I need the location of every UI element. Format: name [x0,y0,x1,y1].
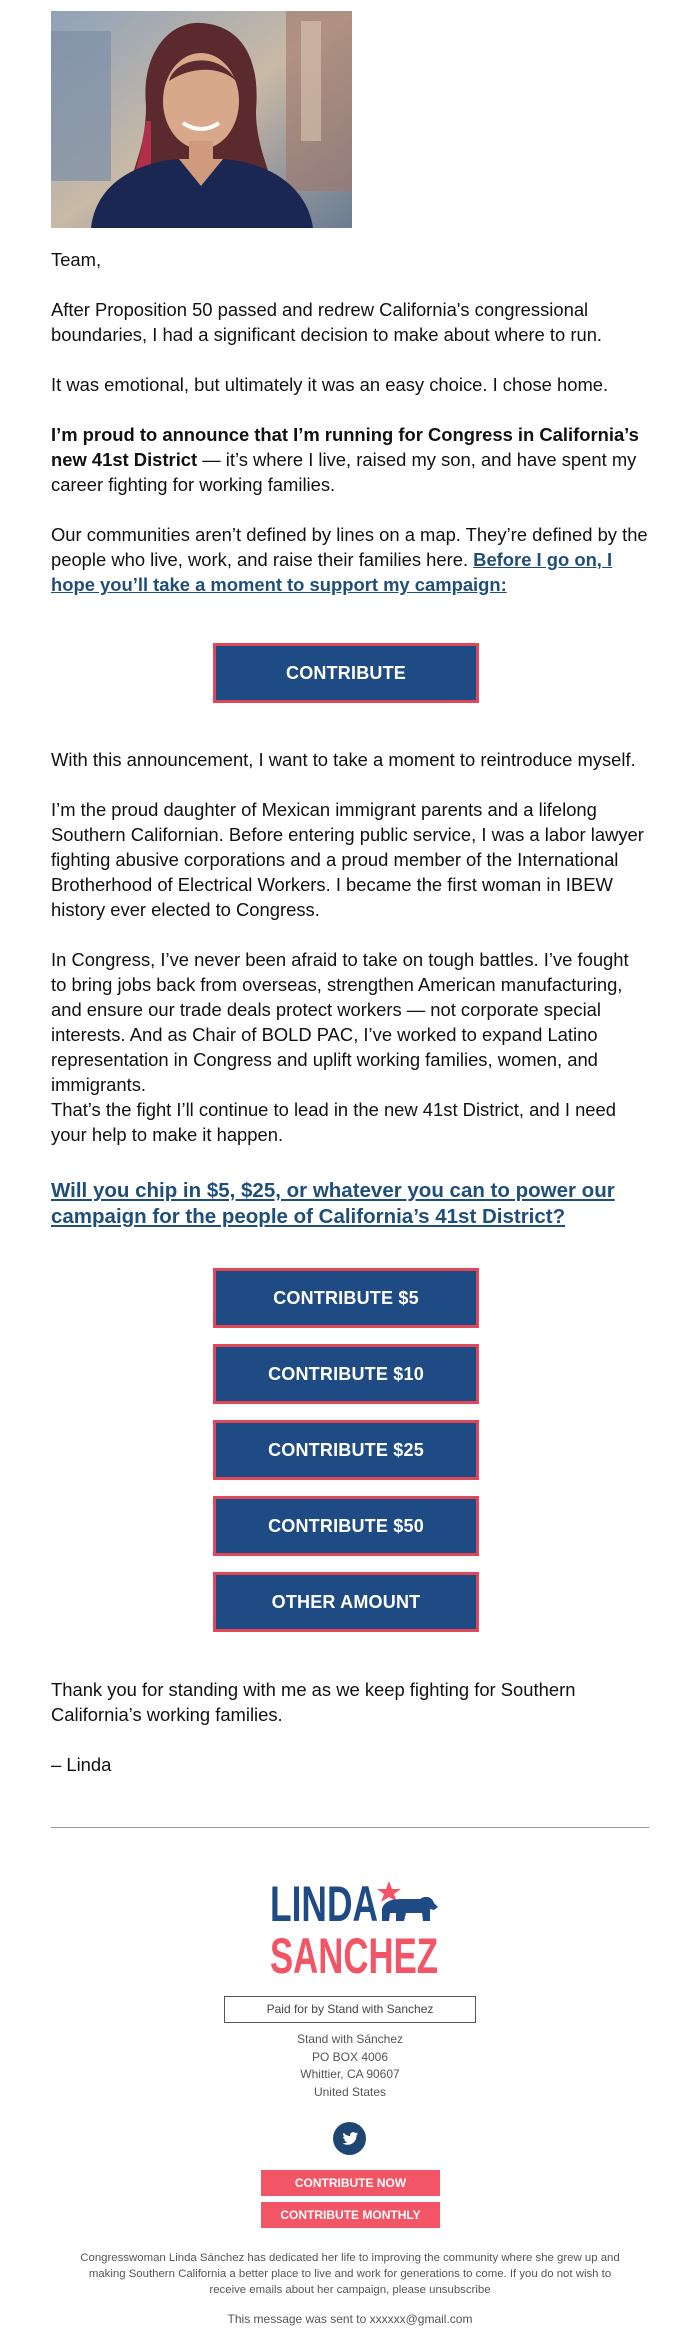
chip-in-link[interactable]: Will you chip in $5, $25, or whatever you can to power our campaign for the people of California’s 41st District? [51,1179,615,1228]
address-line: PO BOX 4006 [311,2049,389,2064]
campaign-logo[interactable] [270,1876,440,1984]
paragraph-background: I’m the proud daughter of Mexican immigrant parents and a lifelong Southern Californian. Before entering public service, I was a labor lawyer fighting abusive corporations and a proud member of the International Brotherhood of Electrical Workers. I became the first woman in IBEW history ever elected to Congress. [51,799,644,920]
greeting: Team, [51,249,102,270]
support-campaign-link[interactable]: Before I go on, I hope you’ll take a moment to support my campaign: [51,549,613,595]
contribute-button[interactable]: CONTRIBUTE [213,643,479,703]
bear-icon [382,1897,438,1921]
candidate-photo [51,11,352,228]
paragraph-choice: It was emotional, but ultimately it was an easy choice. I chose home. [51,374,609,395]
paragraph-congress: In Congress, I’ve never been afraid to take on tough battles. I’ve fought to bring jobs back from overseas, strengthen American manufacturing, and ensure our trade deals protect workers — not corporate special interests. And as Chair of BOLD PAC, I’ve worked to expand Latino representation in Congress and uplift working families, women, and immigrants. [51,949,629,1095]
footer-divider [51,1827,649,1828]
contribute-monthly-button[interactable]: CONTRIBUTE MONTHLY [261,2202,440,2228]
contribute-25-button[interactable]: CONTRIBUTE $25 [213,1420,479,1480]
announcement-bold: I’m proud to announce that I’m running for Congress in California’s new 41st District [51,424,639,470]
communities-text: Our communities aren’t defined by lines on a map. They’re defined by the people who live, work, and raise their families here. [51,524,648,570]
logo-line-1: LINDA [270,1876,378,1932]
star-icon [377,1881,401,1902]
address-line: Whittier, CA 90607 [300,2067,400,2081]
address-line: Stand with Sánchez [296,2032,404,2046]
paragraph-announcement [51,422,649,497]
announcement-rest: — it’s where I live, raised my son, and have spent my career fighting for working families. [51,449,637,495]
paid-for-box: Paid for by Stand with Sanchez [224,1996,476,2023]
contribute-now-button[interactable]: CONTRIBUTE NOW [261,2170,440,2196]
logo-line-2: SANCHEZ [270,1928,438,1984]
paragraph-reintroduce: With this announcement, I want to take a moment to reintroduce myself. [51,749,636,770]
twitter-icon[interactable] [333,2122,366,2155]
contribute-50-button[interactable]: CONTRIBUTE $50 [213,1496,479,1556]
closing-paragraph: Thank you for standing with me as we keep fighting for Southern California’s working families. [51,1679,576,1725]
contribute-10-button[interactable]: CONTRIBUTE $10 [213,1344,479,1404]
other-amount-button[interactable]: OTHER AMOUNT [213,1572,479,1632]
sent-to-notice: This message was sent to xxxxxx@gmail.com [227,2312,473,2326]
address-line: United States [313,2084,387,2099]
mailing-address [51,2031,649,2101]
paragraph-intro: After Proposition 50 passed and redrew California's congressional boundaries, I had a significant decision to make about where to run. [51,299,603,345]
contribute-5-button[interactable]: CONTRIBUTE $5 [213,1268,479,1328]
footer-disclaimer: Congresswoman Linda Sánchez has dedicated her life to improving the community where she grew up and making Southern California a better place to live and work for generations to come. If you do not wish to receive emails about her campaign, please unsubscribe [80,2252,620,2296]
paragraph-communities [51,522,649,597]
paragraph-fight: That’s the fight I’ll continue to lead in the new 41st District, and I need your help to make it happen. [51,1099,616,1145]
signoff: – Linda [51,1754,112,1775]
